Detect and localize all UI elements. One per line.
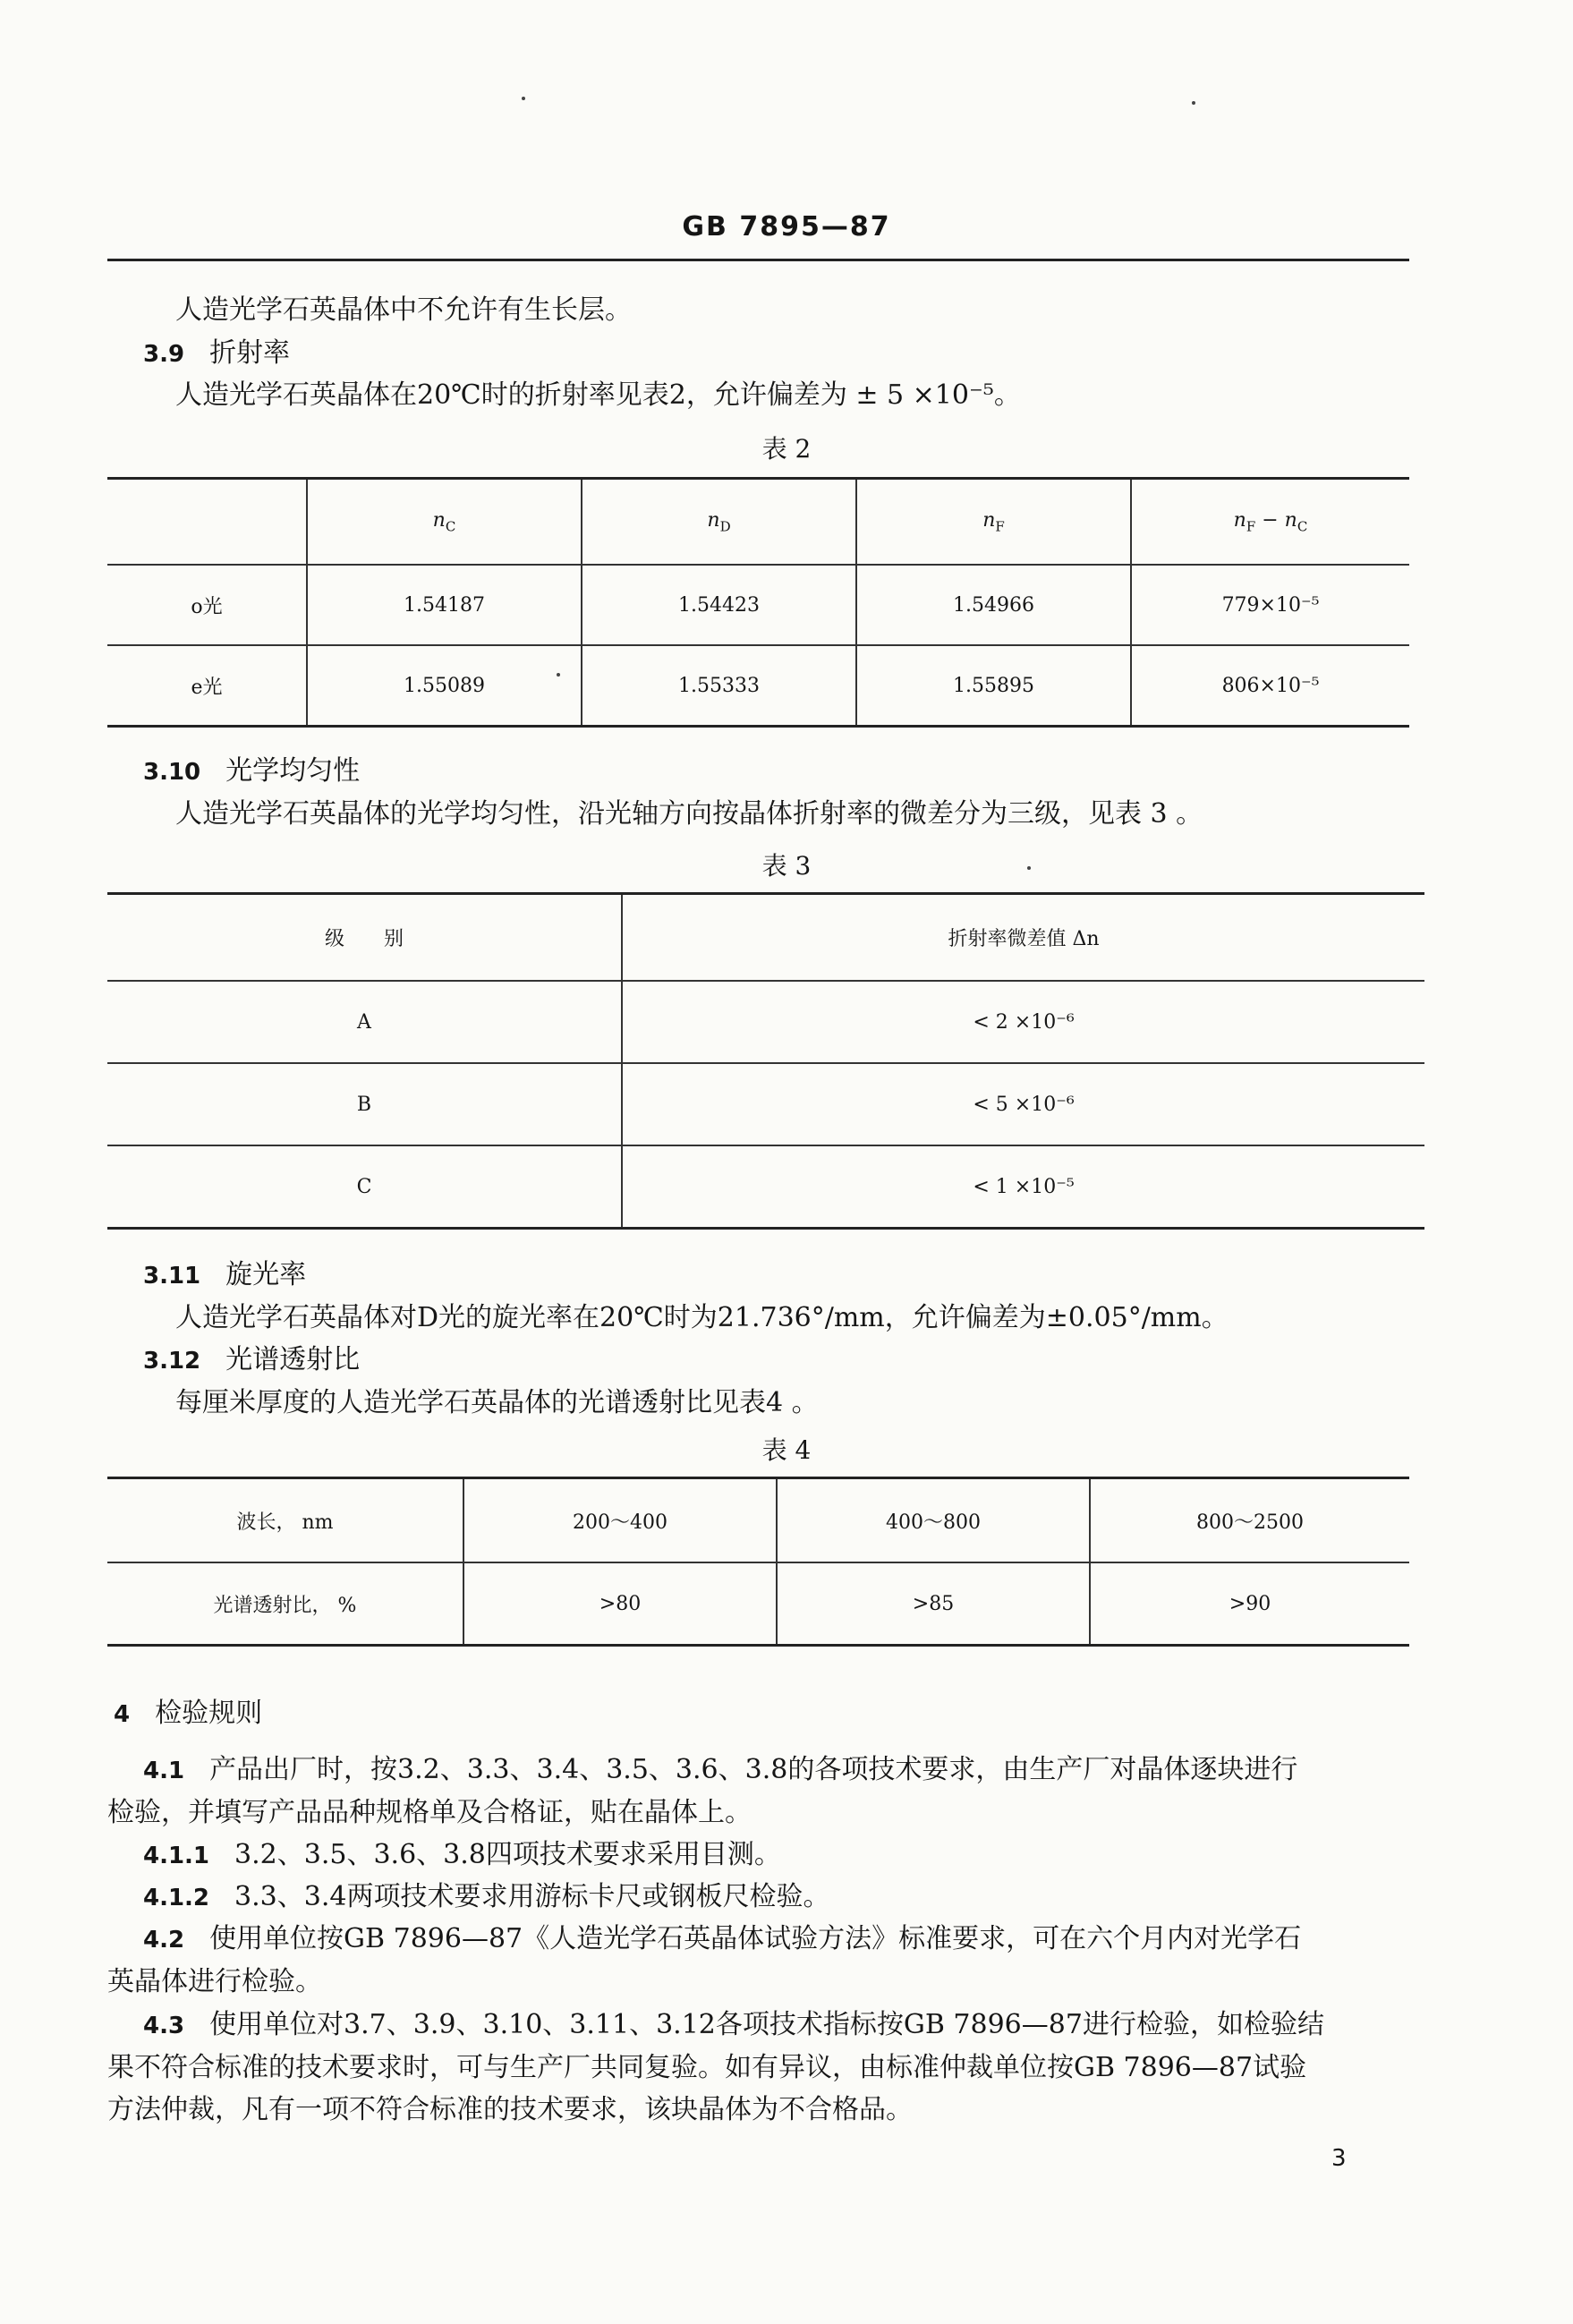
- section-4-heading: [114, 1696, 262, 1732]
- table-cell: o光: [107, 565, 307, 645]
- section-title: 光学均匀性: [225, 755, 361, 787]
- table-header-cell: $n_D$: [582, 479, 856, 566]
- section-4-1-line-2: 检验，并填写产品品种规格单及合格证，贴在晶体上。: [107, 1797, 752, 1828]
- table-row: [107, 981, 1424, 1063]
- table-row: [107, 565, 1409, 645]
- table-header-cell: 折射率微差值 Δn: [622, 894, 1424, 982]
- section-4-2-line-1: [143, 1921, 1301, 1958]
- table-cell: < 2 ×10⁻⁶: [622, 981, 1424, 1063]
- section-number: 3.10: [143, 759, 201, 786]
- table-cell: 779×10⁻⁵: [1131, 565, 1409, 645]
- section-number: 3.12: [143, 1348, 201, 1375]
- table-2-caption: 表 2: [761, 434, 812, 464]
- section-3-12-body: 每厘米厚度的人造光学石英晶体的光谱透射比见表4 。: [175, 1387, 819, 1418]
- table-header-cell: 级 别: [324, 928, 404, 950]
- section-4-1-2: [143, 1879, 829, 1916]
- table-cell: 波长， nm: [236, 1511, 334, 1534]
- header-rule: [107, 259, 1409, 261]
- table-cell: 1.54187: [307, 565, 582, 645]
- table-header-row: [107, 894, 1424, 982]
- section-3-11-heading: [143, 1257, 306, 1294]
- table-cell: 1.55089: [307, 645, 582, 727]
- page-number: 3: [1331, 2145, 1347, 2172]
- table-cell: e光: [107, 645, 307, 727]
- table-cell: 1.54423: [582, 565, 856, 645]
- section-number: 4.3: [143, 2013, 185, 2039]
- scan-speck: [522, 97, 525, 100]
- section-4-3-line-1: [143, 2007, 1324, 2044]
- table-4-spectral-transmittance: [107, 1477, 1409, 1647]
- table-header-cell: $n_F$: [856, 479, 1131, 566]
- section-4-2-line-2: 英晶体进行检验。: [107, 1966, 322, 1997]
- table-cell: 800～2500: [1090, 1478, 1409, 1563]
- table-header-cell: [107, 479, 307, 566]
- section-title: 旋光率: [225, 1259, 307, 1290]
- table-cell: 1.55895: [856, 645, 1131, 727]
- section-4-1-line-1: [143, 1752, 1297, 1789]
- table-cell: 806×10⁻⁵: [1131, 645, 1409, 727]
- section-3-10-heading: [143, 753, 360, 790]
- table-row: [107, 645, 1409, 727]
- section-number: 4.1: [143, 1758, 185, 1784]
- table-cell: 1.55333: [582, 645, 856, 727]
- table-cell: B: [107, 1063, 622, 1145]
- section-3-12-heading: [143, 1342, 360, 1379]
- section-3-9-heading: [143, 336, 290, 372]
- section-number: 3.9: [143, 341, 185, 368]
- section-text: 3.2、3.5、3.6、3.8四项技术要求采用目测。: [234, 1839, 781, 1870]
- table-cell: >85: [777, 1562, 1090, 1646]
- scan-speck: [1027, 866, 1031, 870]
- section-title: 光谱透射比: [225, 1344, 361, 1375]
- table-cell: 1.54966: [856, 565, 1131, 645]
- table-cell: A: [107, 981, 622, 1063]
- section-number: 3.11: [143, 1263, 201, 1290]
- section-number: 4.2: [143, 1927, 185, 1954]
- table-header-cell: $n_F - n_C$: [1131, 479, 1409, 566]
- section-text: 产品出厂时，按3.2、3.3、3.4、3.5、3.6、3.8的各项技术要求，由生产厂对晶体逐块进行: [209, 1754, 1298, 1785]
- table-cell: C: [107, 1145, 622, 1229]
- table-cell: 400～800: [777, 1478, 1090, 1563]
- table-row: [107, 1063, 1424, 1145]
- section-text: 3.3、3.4两项技术要求用游标卡尺或钢板尺检验。: [234, 1881, 830, 1912]
- section-title: 检验规则: [155, 1698, 263, 1729]
- table-header-row: [107, 479, 1409, 566]
- section-3-9-body: 人造光学石英晶体在20℃时的折射率见表2，允许偏差为 ± 5 ×10⁻⁵。: [175, 379, 1021, 411]
- section-4-3-line-3: 方法仲裁，凡有一项不符合标准的技术要求，该块晶体为不合格品。: [107, 2094, 913, 2125]
- table-cell: < 5 ×10⁻⁶: [622, 1063, 1424, 1145]
- section-4-1-1: [143, 1837, 781, 1874]
- table-row: [107, 1145, 1424, 1229]
- section-number: 4.1.2: [143, 1885, 210, 1911]
- scan-speck: [1192, 101, 1195, 105]
- scan-speck: [557, 673, 560, 677]
- table-row: [107, 1478, 1409, 1563]
- section-number: 4.1.1: [143, 1843, 210, 1869]
- table-row: [107, 1562, 1409, 1646]
- section-4-3-line-2: 果不符合标准的技术要求时，可与生产厂共同复验。如有异议，由标准仲裁单位按GB 7896—87试验: [107, 2052, 1307, 2083]
- standard-code-header: GB 7895—87: [682, 211, 891, 243]
- table-3-optical-uniformity: [107, 892, 1424, 1230]
- section-3-11-body: 人造光学石英晶体对D光的旋光率在20℃时为21.736°/mm，允许偏差为±0.05°/mm。: [175, 1302, 1229, 1333]
- table-cell: >90: [1090, 1562, 1409, 1646]
- table-4-caption: 表 4: [761, 1435, 812, 1465]
- table-cell: >80: [463, 1562, 777, 1646]
- section-3-10-body: 人造光学石英晶体的光学均匀性，沿光轴方向按晶体折射率的微差分为三级，见表 3 。: [175, 798, 1203, 830]
- table-2-refractive-index: [107, 477, 1409, 728]
- table-cell: 200～400: [463, 1478, 777, 1563]
- section-text: 使用单位按GB 7896—87《人造光学石英晶体试验方法》标准要求，可在六个月内对光学石: [209, 1923, 1302, 1954]
- table-cell: 光谱透射比， %: [107, 1562, 463, 1646]
- growth-layer-paragraph: 人造光学石英晶体中不允许有生长层。: [175, 294, 632, 326]
- table-header-cell: $n_C$: [307, 479, 582, 566]
- table-cell: < 1 ×10⁻⁵: [622, 1145, 1424, 1229]
- table-3-caption: 表 3: [761, 851, 812, 881]
- section-number: 4: [114, 1701, 131, 1728]
- section-title: 折射率: [209, 337, 291, 369]
- section-text: 使用单位对3.7、3.9、3.10、3.11、3.12各项技术指标按GB 7896—87进行检验，如检验结: [209, 2009, 1324, 2040]
